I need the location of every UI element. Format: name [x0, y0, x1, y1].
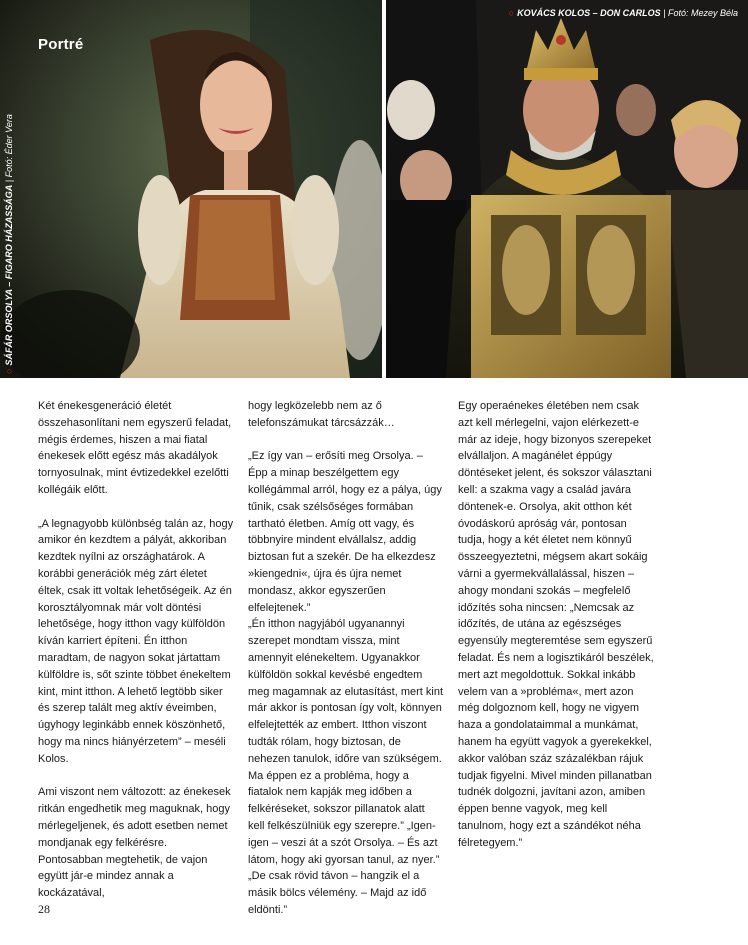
photo-caption-left: ○SÁFÁR ORSOLYA – FIGARO HÁZASSÁGA | Fotó: Éder Vera	[4, 114, 14, 374]
paragraph: Ami viszont nem változott: az énekesek ritkán engedhetik meg maguknak, hogy mérlegeljenek, és adott esetben nemet mondjanak egy felkérésre. Pontosabban megtehetik, de vajon együtt jár-e mindez annak a kockázatával,	[38, 786, 231, 900]
caption-bullet-icon: ○	[508, 8, 515, 18]
caption-right-name: KOVÁCS KOLOS – DON CARLOS	[517, 8, 661, 18]
section-label: Portré	[38, 36, 84, 53]
photo-kovacs-kolos-image	[386, 0, 748, 378]
paragraph: „Ez így van – erősíti meg Orsolya. – Épp a minap beszélgettem egy kollégámmal arról, hogy ez a pálya, úgy tűnik, csak szélsőséges formában tartható életben. Amíg ott vagy, és többnyire mindent elvállalsz, addig biztosan fut a szekér. De ha elkezdesz »kiengedni«, újra és újra nemet mondasz, akkor egyszerűen elfelejtenek.”	[248, 450, 442, 614]
paragraph: „A legnagyobb különbség talán az, hogy amikor én kezdtem a pályát, akkoriban kezdtek nyílni az országhatárok. A korábbi generációk még zárt életet éltek, csak itt voltak lehetőségeik. Az én korosztályomnak már volt döntési lehetősége, hogy itthon vagy külföldön kíván karriert építeni. Én itthon maradtam, de nagyon sokat jártattam külföldre is, sőt szinte többet énekeltem kint, mint itthon. A lehető legtöbb siker és szerep talált meg aktív éveimben, úgyhogy leginkább ennek köszönhető, hogy ma nincs hiányérzetem” – meséli Kolos.	[38, 517, 234, 765]
photo-caption-right: ○ KOVÁCS KOLOS – DON CARLOS | Fotó: Mezey Béla	[508, 8, 738, 18]
page-number: 28	[38, 902, 50, 916]
paragraph: hogy legközelebb nem az ő telefonszámukat tárcsázzák…	[248, 400, 395, 429]
paragraph: „Én itthon nagyjából ugyanannyi szerepet mondtam vissza, mint amennyit elénekeltem. Ugyanakkor külföldön sokkal kevésbé engedtem meg magamnak az elutasítást, mert kint már akkor is pontosan így volt, könnyen elfelejtették az embert. Itthon viszont tudták rólam, hogy biztosan, de nehezen tanulok, időre van szükségem. Ma éppen ez a probléma, hogy a fiatalok nem kapják meg időben a felkéréseket, sokszor pillanatok alatt kell felkészülniük egy szerepre.” „Igen-igen – veszi át a szót Orsolya. – És azt látom, hogy aki gyorsan tanul, az nyer.” „De csak rövid távon – hangzik el a másik bölcs vélemény. – Majd az idő eldönti.”	[248, 618, 444, 916]
paragraph: Két énekesgeneráció életét összehasonlítani nem egyszerű feladat, mégis érdemes, hiszen a mai fiatal énekesek előtt egész más akadályok tornyosulnak, mint évtizedekkel ezelőtti kollégáik előtt.	[38, 400, 232, 496]
photo-safar-orsolya	[0, 0, 382, 378]
text-column-1	[38, 398, 234, 902]
text-column-3	[458, 398, 654, 852]
photo-kovacs-kolos	[386, 0, 748, 378]
photo-safar-orsolya-image	[0, 0, 382, 378]
caption-bullet-icon: ○	[4, 368, 14, 374]
text-column-2	[248, 398, 444, 919]
paragraph: Egy operaénekes életében nem csak azt kell mérlegelni, vajon elérkezett-e már az ideje, hogy bizonyos szerepeket elvállaljon. A magánélet éppúgy döntéseket jelent, és sokszor választani kell: a szakma vagy a család javára döntenek-e. Orsolya, akit otthon két óvodáskorú apróság vár, pontosan tudja, hogy a két életet nem könnyű összeegyeztetni, mégsem akart sokáig várni a gyermekvállalással, hiszen – ahogy mondani szokás – megfelelő időzítés soha nincsen: „Nemcsak az időzítés, de utána az egészséges egyensúly megteremtése sem egyszerű feladat. És nem a logisztikáról beszélek, mert azt megoldottuk. Sokkal inkább velem van a »probléma«, mert azon még dolgoznom kell, hogy ne vigyem haza a gondolataimmal a munkámat, hanem ha együtt vagyok a gyerekekkel, akkor valóban száz százalékban rájuk tudjak figyelni. Mivel minden pillanatban tudnék dolgozni, javítani azon, amiben éppen benne vagyok, meg kell tanulnom, hogy ezt a szándékot néha félretegyem.”	[458, 400, 654, 849]
caption-left-credit: Fotó: Éder Vera	[4, 114, 14, 178]
caption-right-credit: Fotó: Mezey Béla	[667, 8, 738, 18]
caption-left-name: SÁFÁR ORSOLYA – FIGARO HÁZASSÁGA	[4, 184, 14, 366]
